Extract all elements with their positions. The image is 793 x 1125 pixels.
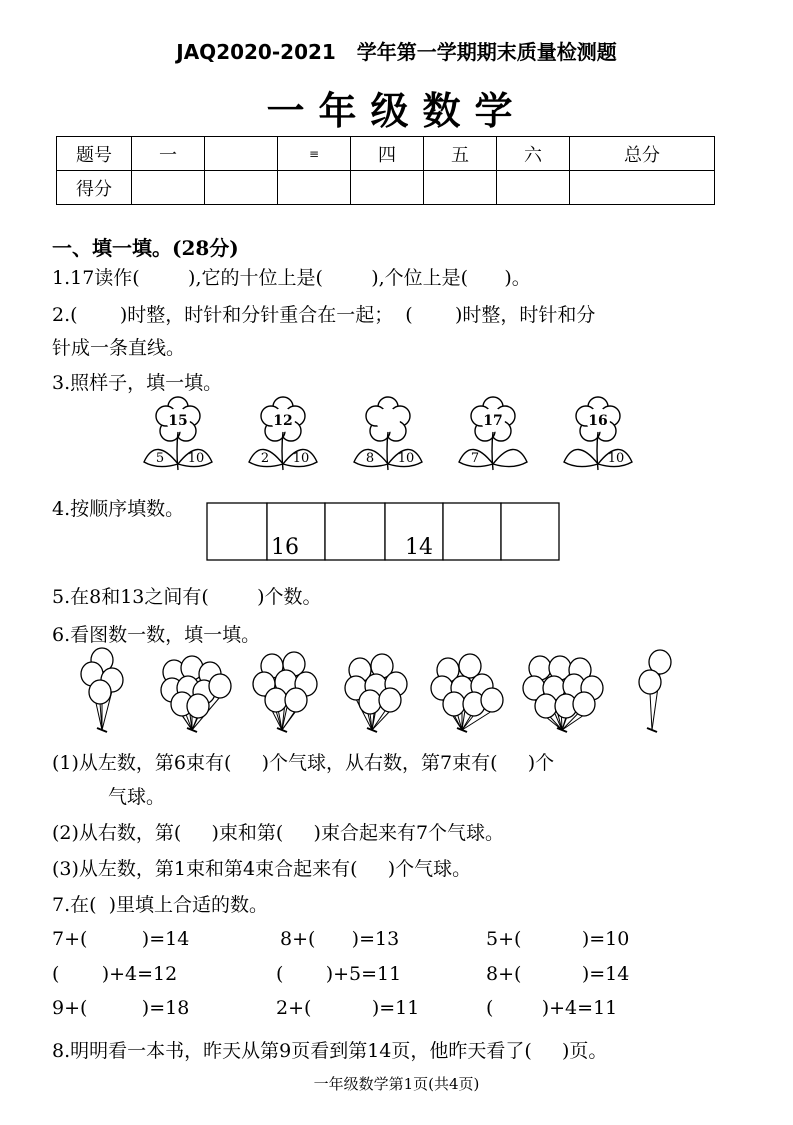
balloon-shape (285, 688, 307, 712)
balloon-bunch-icon (81, 648, 123, 732)
score-cell: 五 (424, 137, 497, 171)
flower-left-number: 5 (155, 451, 165, 466)
flower-icon (459, 397, 527, 470)
q7-item: 8+( )=14 (486, 963, 630, 985)
question-6: 6.看图数一数，填一填。 (52, 624, 261, 646)
q7-item: 2+( )=11 (276, 997, 420, 1019)
flower-top-number: 17 (483, 413, 503, 429)
score-table-header-row (57, 137, 715, 171)
balloon-bunch-icon (345, 654, 407, 732)
question-6-3: (3)从左数，第1束和第4束合起来有( )个气球。 (52, 858, 472, 880)
balloon-string (650, 693, 652, 730)
flower-center (376, 408, 400, 432)
balloon-shape (89, 680, 111, 704)
score-input-cell[interactable] (205, 171, 278, 205)
balloon-shape (535, 694, 557, 718)
score-cell: ≡ (278, 137, 351, 171)
flower-right-number: 10 (397, 451, 415, 466)
balloon-bunches (72, 642, 692, 737)
flower-left-number: 8 (365, 451, 375, 466)
flower-icon (249, 397, 317, 470)
flower-illustrations (130, 392, 670, 472)
right-leaf (493, 449, 527, 466)
balloon-shape (209, 674, 231, 698)
balloon-shape (265, 688, 287, 712)
balloon-bunch-icon (253, 652, 317, 732)
question-4: 4.按顺序填数。 (52, 498, 185, 520)
balloon-shape (481, 688, 503, 712)
sequence-box (325, 503, 385, 560)
balloon-bunch-icon (639, 650, 671, 732)
flower-icon (354, 397, 422, 470)
balloon-shape (443, 692, 465, 716)
sequence-number: 16 (271, 535, 299, 560)
score-table (56, 136, 715, 205)
balloon-shape (359, 690, 381, 714)
sequence-box (443, 503, 501, 560)
flower-icon (564, 397, 632, 470)
score-cell: 总分 (570, 137, 715, 171)
flower-top-number: 16 (588, 413, 608, 429)
score-cell (205, 137, 278, 171)
flower-icon (144, 397, 212, 470)
flower-left-number: 2 (260, 451, 270, 466)
balloon-shape (639, 670, 661, 694)
sequence-boxes (206, 502, 560, 562)
question-3: 3.照样子，填一填。 (52, 372, 223, 394)
exam-title: JAQ2020-2021 学年第一学期期末质量检测题 (176, 40, 617, 64)
q7-item: ( )+5=11 (276, 963, 402, 985)
balloon-bunch-icon (431, 654, 503, 732)
score-cell: 题号 (57, 137, 132, 171)
flower-top-number: 15 (168, 413, 188, 429)
score-input-cell[interactable] (351, 171, 424, 205)
q7-item: ( )+4=12 (52, 963, 178, 985)
score-input-cell[interactable] (570, 171, 715, 205)
sequence-box (501, 503, 559, 560)
question-7: 7.在( )里填上合适的数。 (52, 894, 269, 916)
flower-left-number: 7 (470, 451, 480, 466)
score-input-cell[interactable] (278, 171, 351, 205)
q7-item: 7+( )=14 (52, 928, 190, 950)
score-cell: 一 (132, 137, 205, 171)
subject-title: 一年级数学 (266, 89, 527, 133)
score-input-cell[interactable] (132, 171, 205, 205)
question-2-line1: 2.( )时整，时针和分针重合在一起； ( )时整，时针和分 (52, 304, 596, 326)
score-cell: 四 (351, 137, 424, 171)
question-8: 8.明明看一本书，昨天从第9页看到第14页，他昨天看了( )页。 (52, 1040, 608, 1062)
section-heading: 一、填一填。(28分) (52, 236, 239, 260)
score-row-label: 得分 (57, 171, 132, 205)
balloon-shape (573, 692, 595, 716)
score-input-cell[interactable] (424, 171, 497, 205)
question-6-1-line1: (1)从左数，第6束有( )个气球，从右数，第7束有( )个 (52, 752, 555, 774)
flower-right-number: 10 (187, 451, 205, 466)
question-6-1-line2: 气球。 (108, 786, 166, 808)
balloon-bunch-icon (161, 656, 231, 732)
flower-right-number: 10 (607, 451, 625, 466)
q7-item: 5+( )=10 (486, 928, 630, 950)
balloon-shape (379, 688, 401, 712)
question-5: 5.在8和13之间有( )个数。 (52, 586, 322, 608)
page-footer: 一年级数学第1页(共4页) (313, 1075, 480, 1093)
q7-item: 9+( )=18 (52, 997, 190, 1019)
score-table-score-row (57, 171, 715, 205)
sequence-box (207, 503, 267, 560)
score-input-cell[interactable] (497, 171, 570, 205)
sequence-number: 14 (405, 535, 433, 560)
score-cell: 六 (497, 137, 570, 171)
q7-item: 8+( )=13 (280, 928, 400, 950)
flower-top-number: 12 (273, 413, 293, 429)
balloon-bunch-icon (523, 656, 603, 732)
left-leaf (564, 449, 598, 466)
question-1: 1.17读作( ),它的十位上是( ),个位上是( )。 (52, 267, 531, 289)
question-6-2: (2)从右数，第( )束和第( )束合起来有7个气球。 (52, 822, 505, 844)
question-2-line2: 针成一条直线。 (52, 337, 186, 359)
balloon-shape (187, 694, 209, 718)
q7-item: ( )+4=11 (486, 997, 618, 1019)
flower-right-number: 10 (292, 451, 310, 466)
